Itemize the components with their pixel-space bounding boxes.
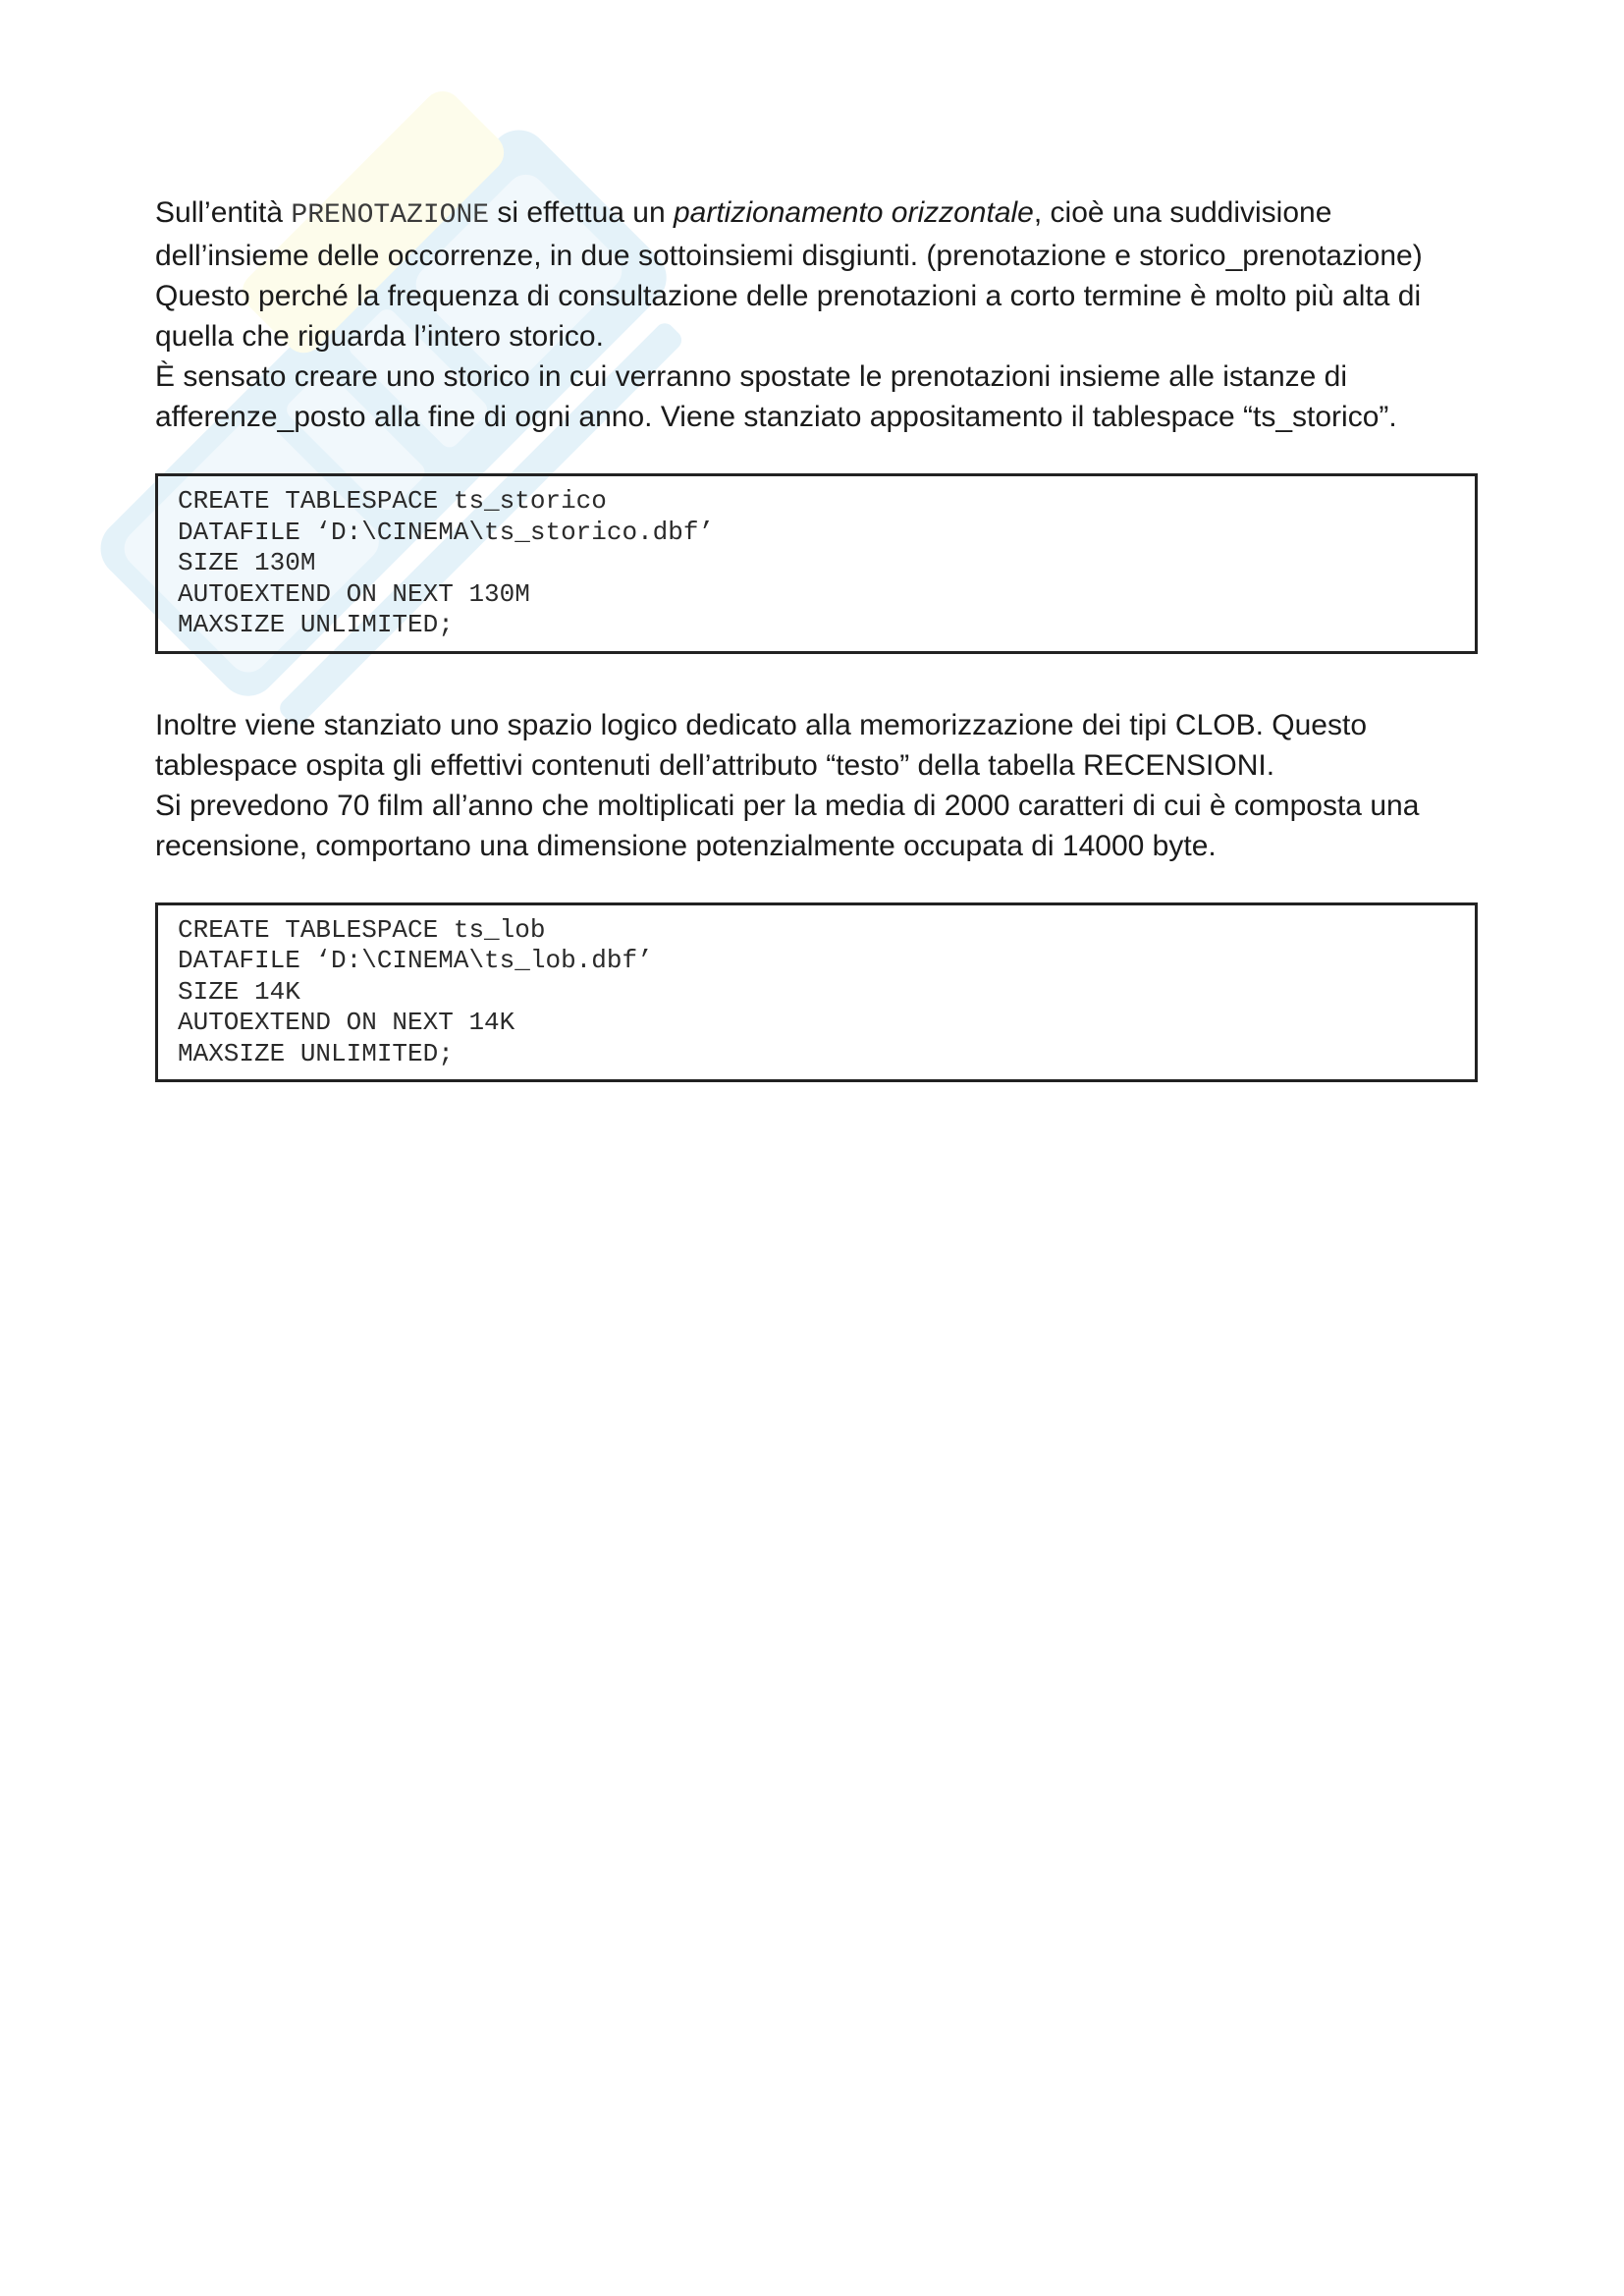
paragraph-line: Inoltre viene stanziato uno spazio logico dedicato alla memorizzazione dei tipi CLOB. Questo (155, 708, 1368, 741)
paragraph-line: Questo perché la frequenza di consultazione delle prenotazioni a corto termine è molto più alta di (155, 280, 1422, 312)
text-run: , cioè una suddivisione (1033, 196, 1332, 229)
code-line: SIZE 130M (178, 548, 316, 577)
paragraph-line (155, 192, 1476, 236)
paragraph-clob (155, 705, 1476, 866)
paragraph-line: È sensato creare uno storico in cui verranno spostate le prenotazioni insieme alle istanze di (155, 360, 1348, 393)
paragraph-partitioning (155, 192, 1476, 437)
paragraph-line: quella che riguarda l’intero storico. (155, 320, 604, 353)
code-line: CREATE TABLESPACE ts_lob (178, 914, 546, 945)
code-line: CREATE TABLESPACE ts_storico (178, 486, 607, 516)
code-line: SIZE 14K (178, 976, 300, 1007)
code-block-ts-lob (155, 902, 1478, 1083)
code-line: DATAFILE ‘D:\CINEMA\ts_lob.dbf’ (178, 946, 653, 975)
paragraph-line: afferenze_posto alla fine di ogni anno. Viene stanziato appositamento il tablespace “ts_storico”. (155, 401, 1397, 433)
italic-term: partizionamento orizzontale (673, 196, 1034, 229)
code-line: AUTOEXTEND ON NEXT 130M (178, 578, 530, 609)
code-line: MAXSIZE UNLIMITED; (178, 610, 454, 639)
code-line: MAXSIZE UNLIMITED; (178, 1038, 454, 1068)
code-block-ts-storico (155, 473, 1478, 654)
paragraph-line: Si prevedono 70 film all’anno che moltiplicati per la media di 2000 caratteri di cui è composta una (155, 789, 1420, 822)
text-run: si effettua un (489, 196, 674, 229)
paragraph-line: tablespace ospita gli effettivi contenuti dell’attributo “testo” della tabella RECENSIONI. (155, 748, 1275, 782)
code-line: DATAFILE ‘D:\CINEMA\ts_storico.dbf’ (178, 517, 715, 547)
text-run: Sull’entità (155, 196, 292, 229)
document-page (155, 192, 1476, 1082)
paragraph-line: dell’insieme delle occorrenze, in due sottoinsiemi disgiunti. (prenotazione e storico_prenotazione) (155, 240, 1423, 272)
code-line: AUTOEXTEND ON NEXT 14K (178, 1008, 515, 1037)
entity-name: PRENOTAZIONE (291, 200, 490, 231)
paragraph-line: recensione, comportano una dimensione potenzialmente occupata di 14000 byte. (155, 829, 1217, 862)
